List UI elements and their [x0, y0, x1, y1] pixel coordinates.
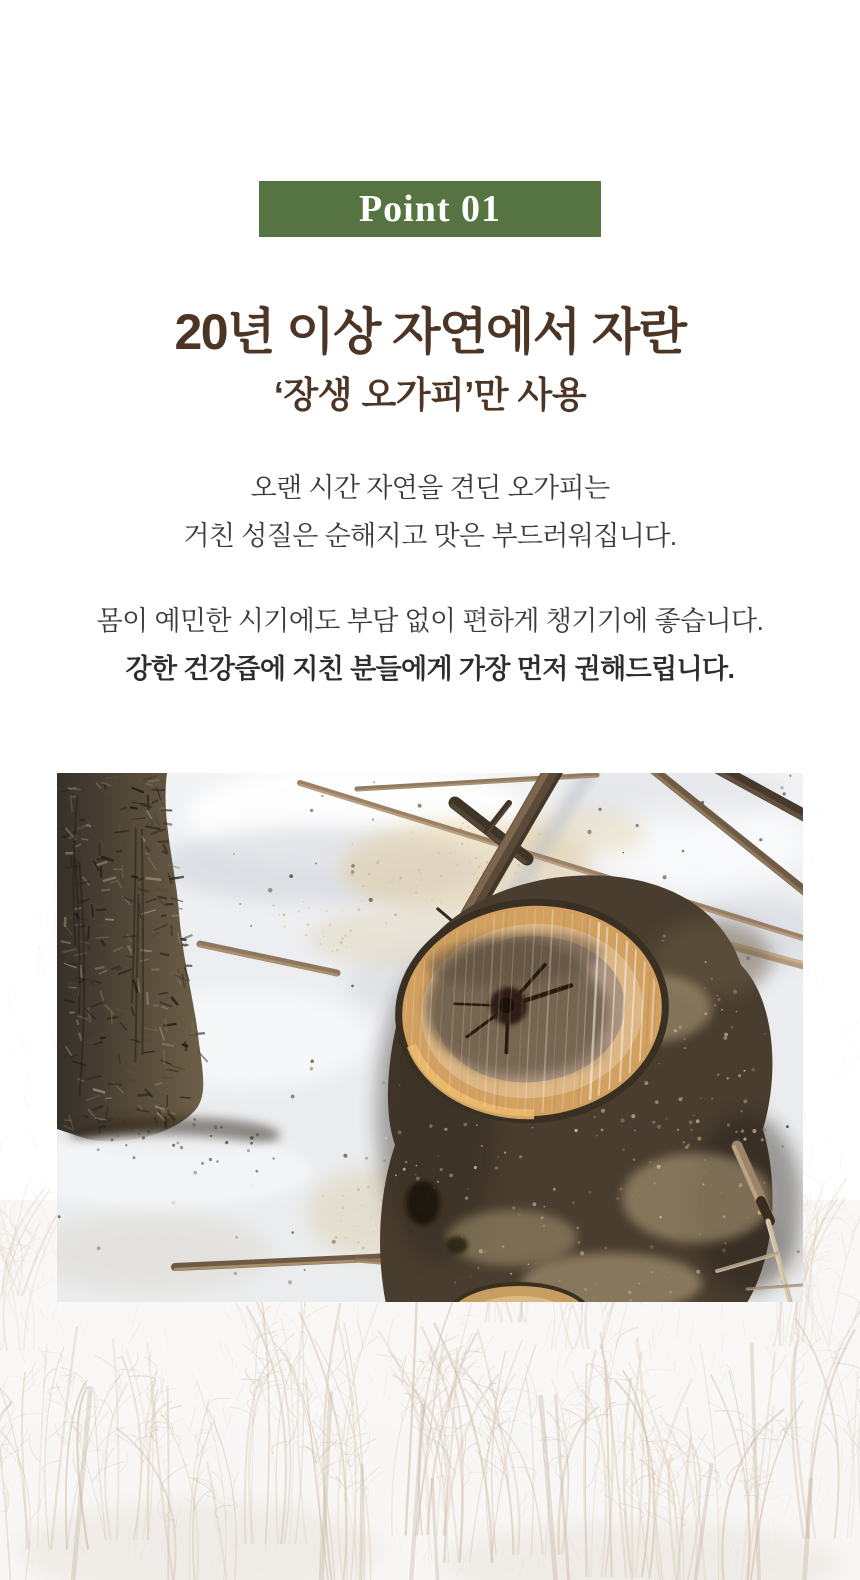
- section-title: 20년 이상 자연에서 자란: [174, 304, 686, 360]
- ogapi-stump-photo: [57, 773, 803, 1302]
- paragraph-line: 몸이 예민한 시기에도 부담 없이 편하게 챙기기에 좋습니다.: [96, 606, 764, 636]
- point-badge-label: Point 01: [358, 188, 502, 230]
- paragraph-line: 오랜 시간 자연을 견딘 오가피는: [250, 473, 610, 503]
- body-paragraph-1: [0, 464, 860, 560]
- point-badge: [259, 181, 601, 237]
- body-paragraph-2: [0, 597, 860, 693]
- paragraph-line: 거친 성질은 순해지고 맛은 부드러워집니다.: [183, 521, 677, 551]
- paragraph-line-emphasis: 강한 건강즙에 지친 분들에게 가장 먼저 권해드립니다.: [125, 654, 735, 684]
- section-subtitle: ‘장생 오가피’만 사용: [273, 374, 587, 415]
